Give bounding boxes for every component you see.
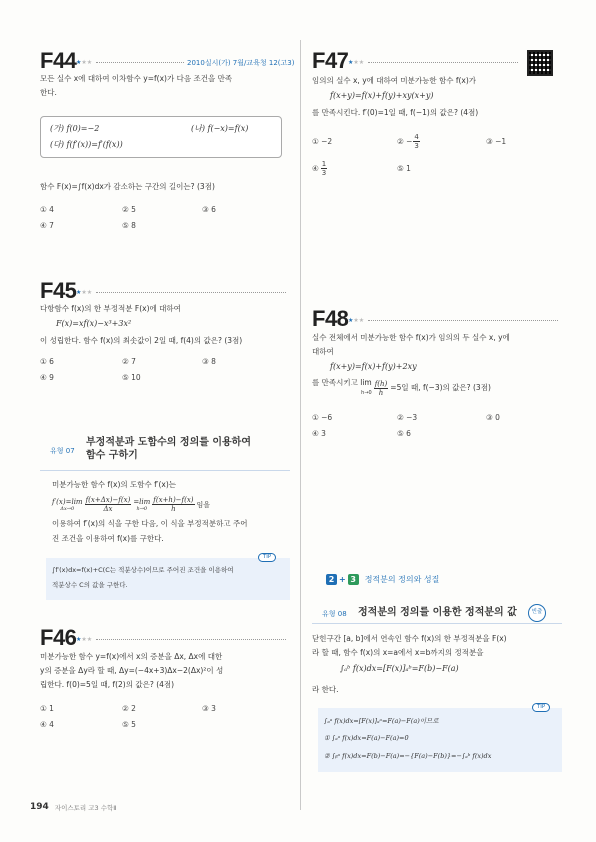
answer-option[interactable]: ③ 3 — [202, 704, 216, 713]
type-text: 이용하여 f′(x)의 식을 구한 다음, 이 식을 부정적분하고 주어 — [52, 519, 248, 528]
section-plus: + — [339, 575, 346, 584]
problem-text: 실수 전체에서 미분가능한 함수 f(x)가 임의의 두 실수 x, y에 — [312, 333, 510, 342]
type-header-08 — [312, 602, 562, 624]
tip-box — [318, 704, 562, 772]
answer-option[interactable]: ① −2 — [312, 137, 333, 146]
problem-text: 를 만족시킨다. f′(0)=1일 때, f(−1)의 값은? (4점) — [312, 108, 479, 117]
problem-equation: f(x+y)=f(x)+f(y)+2xy — [330, 362, 417, 371]
answer-option[interactable]: ⑤ 1 — [397, 164, 411, 173]
dotted-rule — [368, 62, 518, 63]
problem-text: 모든 실수 x에 대하여 이차함수 y=f(x)가 다음 조건을 만족 — [40, 74, 233, 83]
problem-text: 립한다. f(0)=5일 때, f(2)의 값은? (4점) — [40, 680, 175, 689]
dotted-rule — [96, 62, 184, 63]
answer-option[interactable]: ① 1 — [40, 704, 54, 713]
answer-option[interactable]: ④ 7 — [40, 221, 54, 230]
dotted-rule — [96, 639, 286, 640]
answer-option[interactable]: ⑤ 5 — [122, 720, 136, 729]
answer-option[interactable]: ④ $\frac{1}{3}$ — [312, 160, 327, 177]
problem-text: 미분가능한 함수 y=f(x)에서 x의 증분을 Δx, Δx에 대한 — [40, 652, 223, 661]
tip-text: 적분상수 C의 값을 구한다. — [52, 581, 128, 589]
answer-option[interactable]: ② 2 — [122, 704, 136, 713]
book-title: 자이스토리 고3 수학Ⅱ — [54, 803, 117, 812]
problem-equation: f(x+y)=f(x)+f(y)+xy(x+y) — [330, 91, 434, 100]
tip-icon: TIP — [258, 553, 276, 562]
difficulty-stars: ★★★ — [76, 636, 93, 643]
type-title: 정적분의 정의를 이용한 정적분의 값 — [358, 607, 517, 618]
tip-icon: TIP — [532, 703, 550, 712]
tip-box — [46, 554, 290, 600]
type-label: 유형 07 — [50, 447, 75, 455]
type-text: 미분가능한 함수 f(x)의 도함수 f′(x)는 — [52, 480, 177, 489]
answer-option[interactable]: ② −3 — [397, 413, 418, 422]
answer-option[interactable]: ④ 9 — [40, 373, 54, 382]
problem-source: 2010실시(가) 7월/교육청 12(고3) — [187, 59, 295, 67]
type-title: 함수 구하기 — [86, 450, 138, 461]
page-number: 194 — [30, 802, 49, 812]
answer-option[interactable]: ② 7 — [122, 357, 136, 366]
type-header-07 — [40, 432, 290, 468]
answer-option[interactable]: ⑤ 8 — [122, 221, 136, 230]
type-title: 부정적분과 도함수의 정의를 이용하여 — [86, 437, 252, 448]
answer-option[interactable]: ③ 0 — [486, 413, 500, 422]
problem-text: 이 성립한다. 함수 f(x)의 최솟값이 2일 때, f(4)의 값은? (3점) — [40, 336, 243, 345]
answer-option[interactable]: ① 6 — [40, 357, 54, 366]
problem-text: 를 만족시키고 lim h→0 $\frac{f(h)}{h}$ =5일 때, f(−3)의 값은? (3점) — [312, 378, 491, 397]
difficulty-stars: ★★★ — [348, 317, 365, 324]
qr-code-icon[interactable] — [527, 50, 553, 76]
problem-text: y의 증분을 Δy라 할 때, Δy=(−4x+3)Δx−2(Δx)²이 성 — [40, 666, 224, 675]
answer-option[interactable]: ③ −1 — [486, 137, 507, 146]
tip-text: ∫ₐᵃ f(x)dx=[F(x)]ₐᵃ=F(a)−F(a)이므로 — [324, 717, 439, 725]
problem-text: 임의의 실수 x, y에 대하여 미분가능한 함수 f(x)가 — [312, 76, 477, 85]
problem-equation: F(x)=xf(x)−x³+3x² — [56, 319, 132, 328]
problem-number-f48: F48 — [312, 306, 349, 331]
answer-option[interactable]: ⑤ 10 — [122, 373, 141, 382]
answer-option[interactable]: ② − $\frac{4}{3}$ — [397, 133, 419, 150]
problem-number-f47: F47 — [312, 48, 349, 73]
type-label: 유형 08 — [322, 610, 347, 618]
condition-box — [40, 116, 282, 158]
dotted-rule — [96, 292, 286, 293]
column-divider — [300, 40, 301, 810]
answer-option[interactable]: ⑤ 6 — [397, 429, 411, 438]
section-title: 정적분의 정의와 성질 — [364, 575, 440, 584]
type-text: 라 한다. — [312, 685, 339, 694]
tip-text: ② ∫ᵦᵃ f(x)dx=F(b)−F(a)=−{F(a)−F(b)}=−∫ₐᵇ f(x)dx — [324, 752, 492, 760]
condition-a: (가) f(0)=−2 — [50, 124, 100, 133]
type-text: 라 할 때, 함수 f(x)의 x=a에서 x=b까지의 정적분을 — [312, 648, 484, 657]
answer-option[interactable]: ① −6 — [312, 413, 333, 422]
tip-text: ① ∫ₐᵃ f(x)dx=F(a)−F(a)=0 — [324, 734, 409, 742]
derivative-definition: f′(x)=lim Δx→0 $\frac{f(x+\Delta x)-f(x)}{\Delta x}$ =lim h→0 $\frac{f(x+h)-f(x)}{h}$ 임을 — [52, 496, 211, 513]
section-header — [326, 574, 439, 585]
dotted-rule — [368, 320, 558, 321]
type-text: 진 조건을 이용하여 f(x)를 구한다. — [52, 534, 164, 543]
answer-option[interactable]: ① 4 — [40, 205, 54, 214]
difficulty-stars: ★★★ — [348, 59, 365, 66]
type-header-rule — [40, 470, 290, 471]
answer-option[interactable]: ③ 8 — [202, 357, 216, 366]
problem-text: 한다. — [40, 88, 57, 97]
condition-c: (다) f(f′(x))=f′(f(x)) — [50, 140, 123, 149]
page-footer — [30, 802, 117, 812]
section-badge-3: 3 — [348, 574, 359, 585]
difficulty-stars: ★★★ — [76, 59, 93, 66]
frequent-icon: 빈출 — [528, 604, 546, 622]
condition-b: (나) f(−x)=f(x) — [191, 124, 249, 133]
problem-number-f46: F46 — [40, 625, 77, 650]
tip-text: ∫f′(x)dx=f(x)+C(C는 적분상수)이므로 주어진 조건을 이용하여 — [52, 566, 234, 574]
problem-text: 대하여 — [312, 347, 334, 356]
definite-integral-definition: ∫ₐᵇ f(x)dx=[F(x)]ₐᵇ=F(b)−F(a) — [340, 664, 459, 673]
problem-number-f44: F44 — [40, 48, 77, 73]
answer-option[interactable]: ③ 6 — [202, 205, 216, 214]
problem-text: 다항함수 f(x)의 한 부정적분 F(x)에 대하여 — [40, 304, 181, 313]
problem-question: 함수 F(x)=∫f(x)dx가 감소하는 구간의 길이는? (3점) — [40, 182, 215, 191]
difficulty-stars: ★★★ — [76, 289, 93, 296]
problem-number-f45: F45 — [40, 278, 77, 303]
answer-option[interactable]: ④ 3 — [312, 429, 326, 438]
type-text: 닫힌구간 [a, b]에서 연속인 함수 f(x)의 한 부정적분을 F(x) — [312, 634, 507, 643]
section-badge-2: 2 — [326, 574, 337, 585]
answer-option[interactable]: ④ 4 — [40, 720, 54, 729]
answer-option[interactable]: ② 5 — [122, 205, 136, 214]
